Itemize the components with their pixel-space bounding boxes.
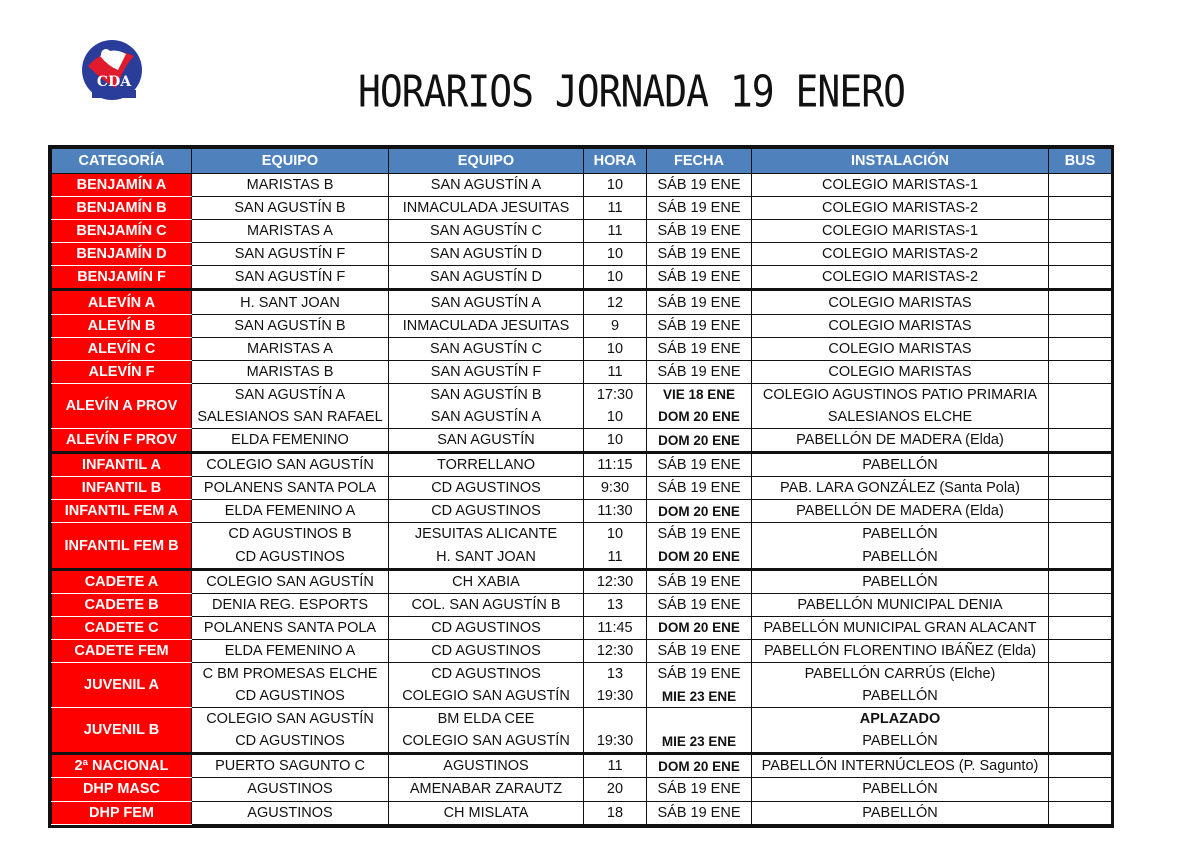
bus-cell bbox=[1049, 639, 1112, 662]
hora-cell: 10 bbox=[584, 174, 647, 197]
equipo-2-cell: SAN AGUSTÍN B bbox=[389, 383, 584, 406]
fecha-cell: DOM 20 ENE bbox=[647, 616, 752, 639]
bus-cell bbox=[1049, 616, 1112, 639]
instalacion-cell: PABELLÓN FLORENTINO IBÁÑEZ (Elda) bbox=[752, 639, 1049, 662]
equipo-2-cell: CD AGUSTINOS bbox=[389, 500, 584, 523]
equipo-1-cell: POLANENS SANTA POLA bbox=[192, 616, 389, 639]
equipo-1-cell: C BM PROMESAS ELCHE bbox=[192, 662, 389, 685]
categoria-cell: ALEVÍN F PROV bbox=[52, 429, 192, 453]
header-bus: BUS bbox=[1049, 149, 1112, 174]
fecha-cell: SÁB 19 ENE bbox=[647, 174, 752, 197]
fecha-cell: DOM 20 ENE bbox=[647, 406, 752, 429]
table-row bbox=[52, 639, 1112, 662]
bus-cell bbox=[1049, 314, 1112, 337]
equipo-1-cell: DENIA REG. ESPORTS bbox=[192, 593, 389, 616]
equipo-1-cell: SAN AGUSTÍN B bbox=[192, 197, 389, 220]
equipo-1-cell: ELDA FEMENINO bbox=[192, 429, 389, 453]
bus-cell bbox=[1049, 383, 1112, 406]
instalacion-cell: PABELLÓN bbox=[752, 546, 1049, 570]
equipo-2-cell: TORRELLANO bbox=[389, 453, 584, 477]
bus-cell bbox=[1049, 429, 1112, 453]
equipo-1-cell: COLEGIO SAN AGUSTÍN bbox=[192, 453, 389, 477]
table-row bbox=[52, 266, 1112, 290]
equipo-2-cell: SAN AGUSTÍN C bbox=[389, 337, 584, 360]
header-row bbox=[52, 149, 1112, 174]
equipo-1-cell: POLANENS SANTA POLA bbox=[192, 477, 389, 500]
categoria-cell: INFANTIL B bbox=[52, 477, 192, 500]
table-row bbox=[52, 708, 1112, 731]
equipo-2-cell: INMACULADA JESUITAS bbox=[389, 314, 584, 337]
equipo-2-cell: INMACULADA JESUITAS bbox=[389, 197, 584, 220]
instalacion-cell: PABELLÓN bbox=[752, 453, 1049, 477]
fecha-cell: SÁB 19 ENE bbox=[647, 290, 752, 314]
hora-cell: 18 bbox=[584, 801, 647, 824]
categoria-cell: ALEVÍN B bbox=[52, 314, 192, 337]
categoria-cell: CADETE A bbox=[52, 569, 192, 593]
table-row bbox=[52, 383, 1112, 406]
hora-cell: 11:30 bbox=[584, 500, 647, 523]
categoria-cell: 2ª NACIONAL bbox=[52, 754, 192, 778]
equipo-1-cell: SAN AGUSTÍN F bbox=[192, 266, 389, 290]
instalacion-cell: PABELLÓN CARRÚS (Elche) bbox=[752, 662, 1049, 685]
equipo-1-cell: MARISTAS A bbox=[192, 220, 389, 243]
equipo-1-cell: SAN AGUSTÍN F bbox=[192, 243, 389, 266]
equipo-1-cell: CD AGUSTINOS bbox=[192, 685, 389, 708]
categoria-cell: CADETE B bbox=[52, 593, 192, 616]
table-row bbox=[52, 685, 1112, 708]
instalacion-cell: PABELLÓN bbox=[752, 685, 1049, 708]
equipo-2-cell: AGUSTINOS bbox=[389, 754, 584, 778]
header-categoria: CATEGORÍA bbox=[52, 149, 192, 174]
fecha-cell: DOM 20 ENE bbox=[647, 754, 752, 778]
table-row bbox=[52, 360, 1112, 383]
hora-cell: 9 bbox=[584, 314, 647, 337]
fecha-cell: VIE 18 ENE bbox=[647, 383, 752, 406]
categoria-cell: BENJAMÍN C bbox=[52, 220, 192, 243]
equipo-1-cell: COLEGIO SAN AGUSTÍN bbox=[192, 569, 389, 593]
instalacion-cell: COLEGIO MARISTAS bbox=[752, 360, 1049, 383]
table-row bbox=[52, 662, 1112, 685]
fecha-cell: SÁB 19 ENE bbox=[647, 639, 752, 662]
table-row bbox=[52, 477, 1112, 500]
categoria-cell: INFANTIL FEM B bbox=[52, 523, 192, 569]
bus-cell bbox=[1049, 685, 1112, 708]
equipo-1-cell: MARISTAS A bbox=[192, 337, 389, 360]
hora-cell: 10 bbox=[584, 429, 647, 453]
bus-cell bbox=[1049, 453, 1112, 477]
bus-cell bbox=[1049, 337, 1112, 360]
equipo-2-cell: JESUITAS ALICANTE bbox=[389, 523, 584, 546]
fecha-cell: SÁB 19 ENE bbox=[647, 243, 752, 266]
header-fecha: FECHA bbox=[647, 149, 752, 174]
categoria-cell: ALEVÍN C bbox=[52, 337, 192, 360]
table-row bbox=[52, 801, 1112, 824]
hora-cell: 10 bbox=[584, 243, 647, 266]
hora-cell: 13 bbox=[584, 662, 647, 685]
equipo-2-cell: CD AGUSTINOS bbox=[389, 639, 584, 662]
equipo-2-cell: SAN AGUSTÍN A bbox=[389, 406, 584, 429]
page-title: HORARIOS JORNADA 19 ENERO bbox=[358, 66, 905, 117]
fecha-cell: DOM 20 ENE bbox=[647, 546, 752, 570]
bus-cell bbox=[1049, 243, 1112, 266]
equipo-2-cell: SAN AGUSTÍN D bbox=[389, 243, 584, 266]
fecha-cell: MIE 23 ENE bbox=[647, 685, 752, 708]
table-row bbox=[52, 569, 1112, 593]
hora-cell: 11:15 bbox=[584, 453, 647, 477]
fecha-cell: SÁB 19 ENE bbox=[647, 220, 752, 243]
instalacion-cell: COLEGIO MARISTAS-2 bbox=[752, 197, 1049, 220]
bus-cell bbox=[1049, 778, 1112, 801]
instalacion-cell: COLEGIO MARISTAS bbox=[752, 337, 1049, 360]
fecha-cell: SÁB 19 ENE bbox=[647, 197, 752, 220]
table-row bbox=[52, 406, 1112, 429]
equipo-1-cell: SALESIANOS SAN RAFAEL bbox=[192, 406, 389, 429]
table-row bbox=[52, 778, 1112, 801]
instalacion-cell: SALESIANOS ELCHE bbox=[752, 406, 1049, 429]
hora-cell: 10 bbox=[584, 266, 647, 290]
hora-cell: 9:30 bbox=[584, 477, 647, 500]
bus-cell bbox=[1049, 266, 1112, 290]
categoria-cell: JUVENIL A bbox=[52, 662, 192, 707]
categoria-cell: CADETE C bbox=[52, 616, 192, 639]
equipo-2-cell: SAN AGUSTÍN F bbox=[389, 360, 584, 383]
equipo-1-cell: COLEGIO SAN AGUSTÍN bbox=[192, 708, 389, 731]
bus-cell bbox=[1049, 708, 1112, 731]
instalacion-cell: PABELLÓN MUNICIPAL GRAN ALACANT bbox=[752, 616, 1049, 639]
fecha-cell: SÁB 19 ENE bbox=[647, 314, 752, 337]
categoria-cell: DHP MASC bbox=[52, 778, 192, 801]
hora-cell bbox=[584, 708, 647, 731]
bus-cell bbox=[1049, 406, 1112, 429]
instalacion-cell: PABELLÓN bbox=[752, 778, 1049, 801]
instalacion-cell: PABELLÓN bbox=[752, 523, 1049, 546]
instalacion-cell: PABELLÓN bbox=[752, 569, 1049, 593]
table-row bbox=[52, 290, 1112, 314]
hora-cell: 10 bbox=[584, 406, 647, 429]
instalacion-cell: PAB. LARA GONZÁLEZ (Santa Pola) bbox=[752, 477, 1049, 500]
fecha-cell: DOM 20 ENE bbox=[647, 500, 752, 523]
fecha-cell: SÁB 19 ENE bbox=[647, 523, 752, 546]
categoria-cell: ALEVÍN F bbox=[52, 360, 192, 383]
instalacion-cell: COLEGIO MARISTAS-1 bbox=[752, 174, 1049, 197]
equipo-2-cell: COL. SAN AGUSTÍN B bbox=[389, 593, 584, 616]
equipo-1-cell: H. SANT JOAN bbox=[192, 290, 389, 314]
header-equipo-2: EQUIPO bbox=[389, 149, 584, 174]
fecha-cell bbox=[647, 708, 752, 731]
table-row bbox=[52, 174, 1112, 197]
hora-cell: 12 bbox=[584, 290, 647, 314]
fecha-cell: SÁB 19 ENE bbox=[647, 266, 752, 290]
bus-cell bbox=[1049, 360, 1112, 383]
bus-cell bbox=[1049, 730, 1112, 754]
table-row bbox=[52, 500, 1112, 523]
table-row bbox=[52, 523, 1112, 546]
hora-cell: 17:30 bbox=[584, 383, 647, 406]
table-row bbox=[52, 754, 1112, 778]
hora-cell: 20 bbox=[584, 778, 647, 801]
bus-cell bbox=[1049, 290, 1112, 314]
table-row bbox=[52, 616, 1112, 639]
categoria-cell: DHP FEM bbox=[52, 801, 192, 824]
equipo-1-cell: CD AGUSTINOS bbox=[192, 546, 389, 570]
hora-cell: 11 bbox=[584, 754, 647, 778]
equipo-2-cell: CH XABIA bbox=[389, 569, 584, 593]
categoria-cell: JUVENIL B bbox=[52, 708, 192, 754]
fecha-cell: MIE 23 ENE bbox=[647, 730, 752, 754]
instalacion-cell: COLEGIO MARISTAS-2 bbox=[752, 266, 1049, 290]
instalacion-cell: COLEGIO MARISTAS-1 bbox=[752, 220, 1049, 243]
equipo-2-cell: BM ELDA CEE bbox=[389, 708, 584, 731]
categoria-cell: INFANTIL FEM A bbox=[52, 500, 192, 523]
bus-cell bbox=[1049, 477, 1112, 500]
equipo-1-cell: CD AGUSTINOS bbox=[192, 730, 389, 754]
bus-cell bbox=[1049, 546, 1112, 570]
equipo-1-cell: AGUSTINOS bbox=[192, 801, 389, 824]
fecha-cell: SÁB 19 ENE bbox=[647, 360, 752, 383]
categoria-cell: BENJAMÍN F bbox=[52, 266, 192, 290]
header-hora: HORA bbox=[584, 149, 647, 174]
schedule-table bbox=[48, 145, 1114, 828]
equipo-2-cell: SAN AGUSTÍN C bbox=[389, 220, 584, 243]
equipo-1-cell: ELDA FEMENINO A bbox=[192, 500, 389, 523]
equipo-2-cell: SAN AGUSTÍN bbox=[389, 429, 584, 453]
table-row bbox=[52, 197, 1112, 220]
equipo-1-cell: ELDA FEMENINO A bbox=[192, 639, 389, 662]
instalacion-cell: PABELLÓN DE MADERA (Elda) bbox=[752, 500, 1049, 523]
hora-cell: 11 bbox=[584, 220, 647, 243]
bus-cell bbox=[1049, 523, 1112, 546]
instalacion-cell: COLEGIO AGUSTINOS PATIO PRIMARIA bbox=[752, 383, 1049, 406]
equipo-1-cell: MARISTAS B bbox=[192, 360, 389, 383]
bus-cell bbox=[1049, 174, 1112, 197]
bus-cell bbox=[1049, 662, 1112, 685]
equipo-2-cell: AMENABAR ZARAUTZ bbox=[389, 778, 584, 801]
club-logo bbox=[78, 36, 150, 102]
fecha-cell: SÁB 19 ENE bbox=[647, 569, 752, 593]
hora-cell: 12:30 bbox=[584, 569, 647, 593]
fecha-cell: SÁB 19 ENE bbox=[647, 778, 752, 801]
categoria-cell: ALEVÍN A bbox=[52, 290, 192, 314]
table-row bbox=[52, 546, 1112, 570]
instalacion-cell: APLAZADO bbox=[752, 708, 1049, 731]
equipo-2-cell: SAN AGUSTÍN D bbox=[389, 266, 584, 290]
hora-cell: 11 bbox=[584, 197, 647, 220]
instalacion-cell: PABELLÓN bbox=[752, 730, 1049, 754]
equipo-2-cell: CD AGUSTINOS bbox=[389, 477, 584, 500]
instalacion-cell: COLEGIO MARISTAS-2 bbox=[752, 243, 1049, 266]
table-body bbox=[52, 174, 1112, 825]
fecha-cell: SÁB 19 ENE bbox=[647, 662, 752, 685]
hora-cell: 10 bbox=[584, 523, 647, 546]
instalacion-cell: PABELLÓN DE MADERA (Elda) bbox=[752, 429, 1049, 453]
table-row bbox=[52, 730, 1112, 754]
table-row bbox=[52, 453, 1112, 477]
fecha-cell: SÁB 19 ENE bbox=[647, 477, 752, 500]
fecha-cell: SÁB 19 ENE bbox=[647, 337, 752, 360]
equipo-1-cell: SAN AGUSTÍN A bbox=[192, 383, 389, 406]
table-row bbox=[52, 314, 1112, 337]
hora-cell: 10 bbox=[584, 337, 647, 360]
instalacion-cell: COLEGIO MARISTAS bbox=[752, 290, 1049, 314]
bus-cell bbox=[1049, 197, 1112, 220]
header-instalacion: INSTALACIÓN bbox=[752, 149, 1049, 174]
hora-cell: 11 bbox=[584, 546, 647, 570]
logo-text: CDA bbox=[96, 74, 132, 90]
bus-cell bbox=[1049, 500, 1112, 523]
categoria-cell: BENJAMÍN A bbox=[52, 174, 192, 197]
equipo-1-cell: CD AGUSTINOS B bbox=[192, 523, 389, 546]
categoria-cell: INFANTIL A bbox=[52, 453, 192, 477]
categoria-cell: CADETE FEM bbox=[52, 639, 192, 662]
fecha-cell: SÁB 19 ENE bbox=[647, 453, 752, 477]
equipo-2-cell: CD AGUSTINOS bbox=[389, 616, 584, 639]
table-row bbox=[52, 337, 1112, 360]
hora-cell: 12:30 bbox=[584, 639, 647, 662]
instalacion-cell: PABELLÓN bbox=[752, 801, 1049, 824]
equipo-2-cell: CH MISLATA bbox=[389, 801, 584, 824]
equipo-2-cell: SAN AGUSTÍN A bbox=[389, 174, 584, 197]
hora-cell: 19:30 bbox=[584, 685, 647, 708]
table-row bbox=[52, 593, 1112, 616]
hora-cell: 11 bbox=[584, 360, 647, 383]
instalacion-cell: PABELLÓN MUNICIPAL DENIA bbox=[752, 593, 1049, 616]
bus-cell bbox=[1049, 220, 1112, 243]
instalacion-cell: COLEGIO MARISTAS bbox=[752, 314, 1049, 337]
table-row bbox=[52, 220, 1112, 243]
fecha-cell: SÁB 19 ENE bbox=[647, 801, 752, 824]
bus-cell bbox=[1049, 593, 1112, 616]
bus-cell bbox=[1049, 569, 1112, 593]
fecha-cell: SÁB 19 ENE bbox=[647, 593, 752, 616]
equipo-1-cell: SAN AGUSTÍN B bbox=[192, 314, 389, 337]
instalacion-cell: PABELLÓN INTERNÚCLEOS (P. Sagunto) bbox=[752, 754, 1049, 778]
hora-cell: 13 bbox=[584, 593, 647, 616]
hora-cell: 19:30 bbox=[584, 730, 647, 754]
equipo-1-cell: PUERTO SAGUNTO C bbox=[192, 754, 389, 778]
table-row bbox=[52, 243, 1112, 266]
equipo-2-cell: COLEGIO SAN AGUSTÍN bbox=[389, 730, 584, 754]
bus-cell bbox=[1049, 801, 1112, 824]
equipo-2-cell: CD AGUSTINOS bbox=[389, 662, 584, 685]
equipo-1-cell: MARISTAS B bbox=[192, 174, 389, 197]
header-equipo-1: EQUIPO bbox=[192, 149, 389, 174]
categoria-cell: ALEVÍN A PROV bbox=[52, 383, 192, 428]
categoria-cell: BENJAMÍN D bbox=[52, 243, 192, 266]
equipo-2-cell: COLEGIO SAN AGUSTÍN bbox=[389, 685, 584, 708]
equipo-1-cell: AGUSTINOS bbox=[192, 778, 389, 801]
equipo-2-cell: H. SANT JOAN bbox=[389, 546, 584, 570]
fecha-cell: DOM 20 ENE bbox=[647, 429, 752, 453]
bus-cell bbox=[1049, 754, 1112, 778]
categoria-cell: BENJAMÍN B bbox=[52, 197, 192, 220]
hora-cell: 11:45 bbox=[584, 616, 647, 639]
equipo-2-cell: SAN AGUSTÍN A bbox=[389, 290, 584, 314]
table-row bbox=[52, 429, 1112, 453]
